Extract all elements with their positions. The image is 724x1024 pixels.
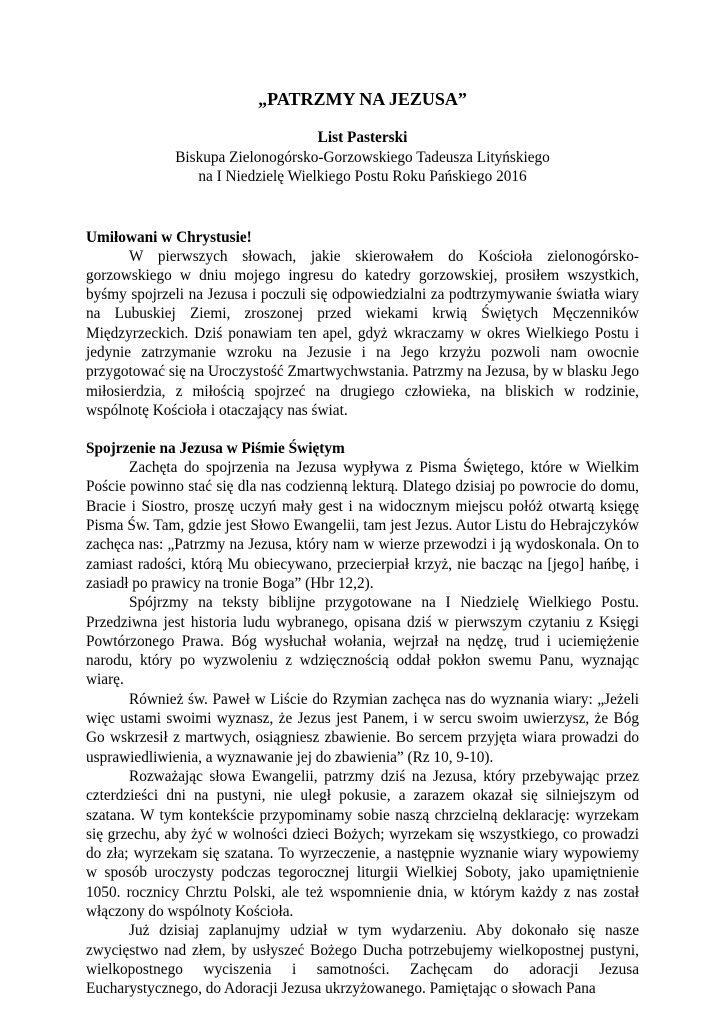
section-greeting xyxy=(86,228,639,421)
paragraph: Już dzisiaj zaplanujmy udział w tym wydarzeniu. Aby dokonało się nasze zwycięstwo nad złem, by usłyszeć Bożego Ducha potrzebujemy wielkopostnej pustyni, wielkopostnego wyciszenia i samotności. Zachęcam do adoracji Jezusa Eucharystycznego, do Adoracji Jezusa ukrzyżowanego. Pamiętając o słowach Pana xyxy=(86,922,639,998)
letter-type: List Pasterski xyxy=(317,129,408,146)
section-heading: Spojrzenie na Jezusa w Piśmie Świętym xyxy=(86,440,345,458)
document-title: „PATRZMY NA JEZUSA” xyxy=(258,89,467,109)
paragraph: Rozważając słowa Ewangelii, patrzmy dziś na Jezusa, który przebywając przez czterdzieści dni na pustyni, nie uległ pokusie, a zarazem okazał się silniejszym od szatana. W tym kontekście przypominamy sobie naszą chrzcielną deklarację: wyrzekam się grzechu, aby żyć w wolności dzieci Bożych; wyrzekam się wszystkiego, co prowadzi do zła; wyrzekam się szatana. To wyrzeczenie, a następnie wyznanie wiary wypowiemy w sposób uroczysty podczas tegorocznej liturgii Wielkiej Soboty, jako upamiętnienie 1050. rocznicy Chrztu Polski, ale też wspomnienie dnia, w którym każdy z nas został włączony do wspólnoty Kościoła. xyxy=(86,767,639,920)
section-heading: Umiłowani w Chrystusie! xyxy=(86,228,252,246)
paragraph: W pierwszych słowach, jakie skierowałem do Kościoła zielonogórsko-gorzowskiego w dniu mojego ingresu do katedry gorzowskiej, prosiłem wszystkich, byśmy spojrzeli na Jezusa i poczuli się odpowiedzialni za podtrzymywanie światła wiary na Lubuskiej Ziemi, zroszonej przed wiekami krwią Świętych Męczenników Międzyrzeckich. Dziś ponawiam ten apel, gdyż wkraczamy w okres Wielkiego Postu i jedynie zatrzymanie wzroku na Jezusie i na Jego krzyżu pozwoli nam owocnie przygotować się na Uroczystość Zmartwychwstania. Patrzmy na Jezusa, by w blasku Jego miłosierdzia, z miłością spojrzeć na drugiego człowieka, na bliskich w rodzinie, wspólnotę Kościoła i otaczający nas świat. xyxy=(86,247,639,419)
paragraph: Również św. Paweł w Liście do Rzymian zachęca nas do wyznania wiary: „Jeżeli więc ustami swoimi wyznasz, że Jezus jest Panem, i w sercu swoim uwierzysz, że Bóg Go wskrzesił z martwych, osiągniesz zbawienie. Bo sercem przyjęta wiara prowadzi do usprawiedliwienia, a wyznawanie jej do zbawienia” (Rz 10, 9-10). xyxy=(86,690,639,766)
paragraph: Zachęta do spojrzenia na Jezusa wypływa z Pisma Świętego, które w Wielkim Poście powinno stać się dla nas codzienną lekturą. Dlatego dzisiaj po powrocie do domu, Bracie i Siostro, proszę uczyń mały gest i na widocznym miejscu połóż otwartą księgę Pisma Św. Tam, gdzie jest Słowo Ewangelii, tam jest Jezus. Autor Listu do Hebrajczyków zachęca nas: „Patrzmy na Jezusa, który nam w wierze przewodzi i ją wydoskonala. On to zamiast radości, którą Mu obiecywano, przecierpiał krzyż, nie bacząc na [jego] hańbę, i zasiadł po prawicy na tronie Boga” (Hbr 12,2). xyxy=(86,459,639,592)
section-scripture xyxy=(86,439,639,998)
author-line: Biskupa Zielonogórsko-Gorzowskiego Tadeusza Lityńskiego xyxy=(175,148,550,166)
letter-header xyxy=(86,128,639,187)
letter-page xyxy=(86,88,639,1017)
occasion-line: na I Niedzielę Wielkiego Postu Roku Pańskiego 2016 xyxy=(198,168,527,185)
paragraph: Spójrzmy na teksty biblijne przygotowane na I Niedzielę Wielkiego Postu. Przedziwna jest historia ludu wybranego, opisana dziś w pierwszym czytaniu z Księgi Powtórzonego Prawa. Bóg wysłuchał wołania, wejrzał na nędzę, trud i uciemiężenie narodu, który po wyzwoleniu z wdzięcznością oddał pokłon swemu Panu, wyznając wiarę. xyxy=(86,594,639,689)
